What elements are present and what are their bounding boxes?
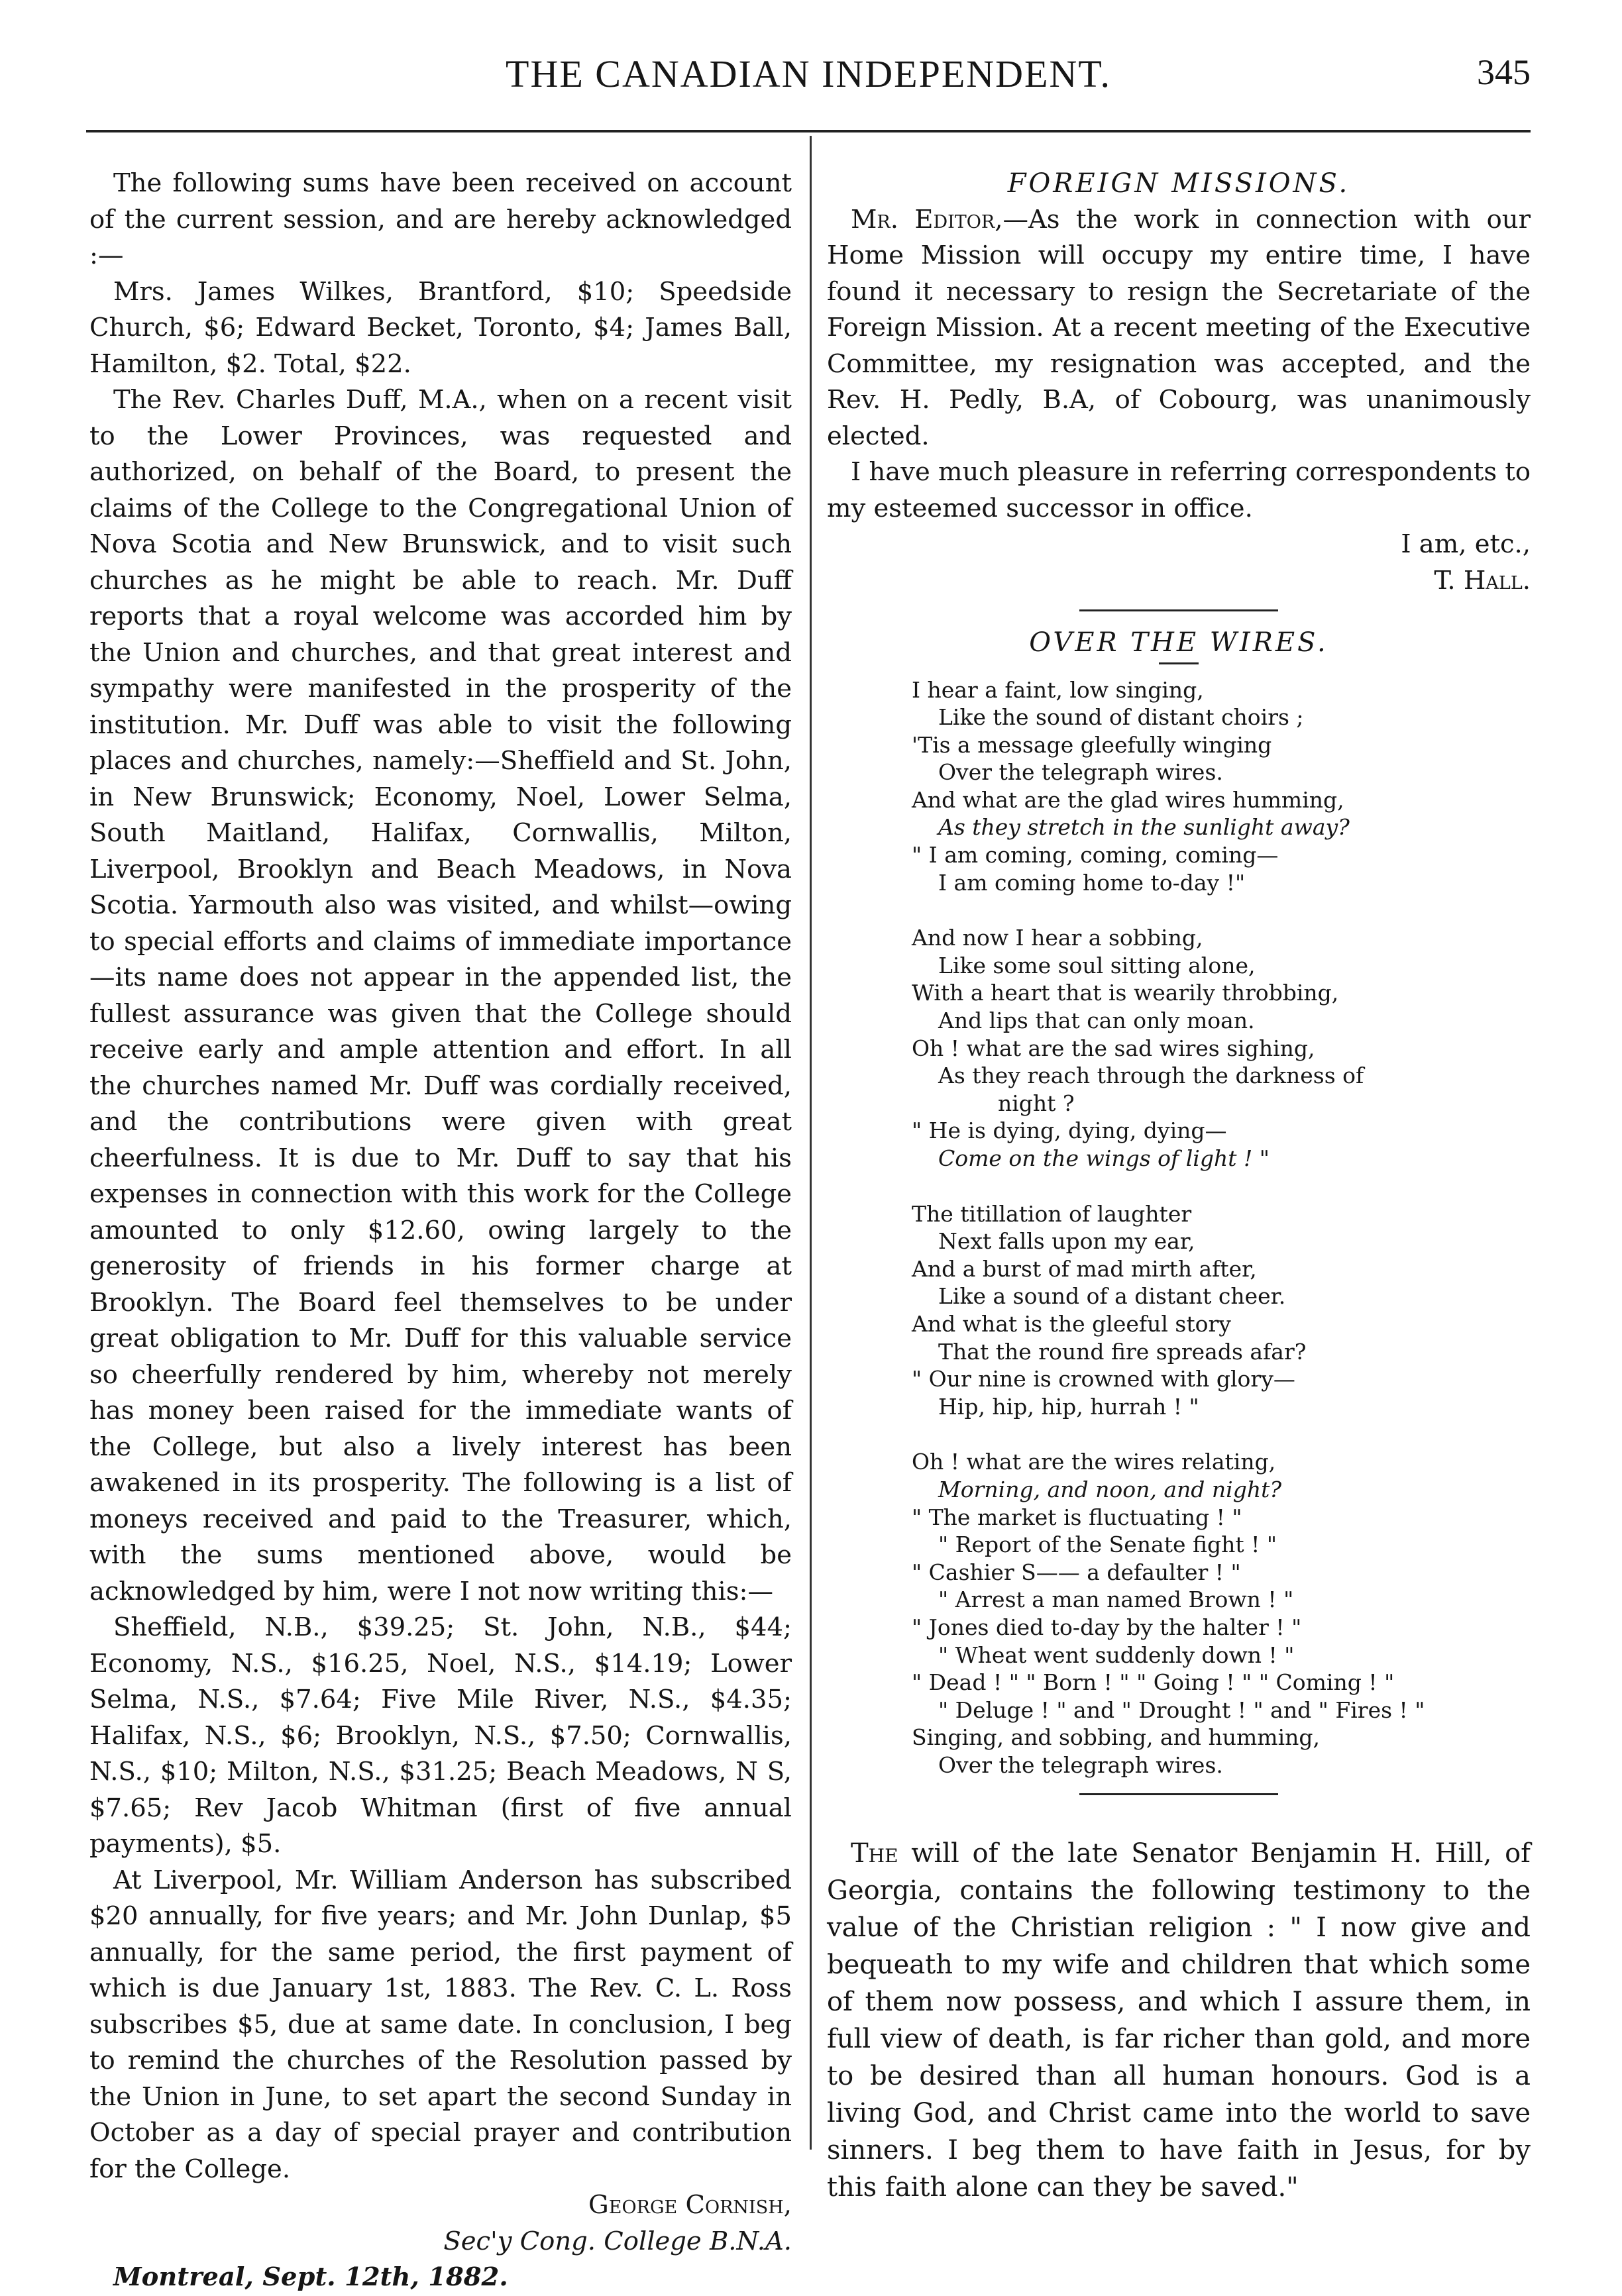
poem-line: As they reach through the darkness of bbox=[938, 1063, 1364, 1089]
poem-line: " Jones died to-day by the halter ! " bbox=[912, 1614, 1302, 1640]
missions-letter-paragraph-2: I have much pleasure in referring correspondents to my esteemed successor in office. bbox=[827, 457, 1531, 523]
poem-line: I am coming home to-day !" bbox=[938, 869, 1246, 896]
poem-line: With a heart that is wearily throbbing, bbox=[912, 980, 1339, 1006]
poem-line: Next falls upon my ear, bbox=[938, 1228, 1195, 1255]
poem-line: night ? bbox=[998, 1090, 1075, 1116]
poem-line: " Arrest a man named Brown ! " bbox=[938, 1587, 1294, 1613]
poem bbox=[912, 676, 1531, 1779]
hill-lead: The bbox=[851, 1838, 898, 1869]
poem-line: And now I hear a sobbing, bbox=[912, 925, 1203, 951]
foreign-missions-heading: FOREIGN MISSIONS. bbox=[1007, 168, 1350, 199]
receipts-list: Sheffield, N.B., $39.25; St. John, N.B., $44; Economy, N.S., $16.25, Noel, N.S., $14.19; Lower Selma, N.S., $7.64; Five Mile River, N.S., $4.35; Halifax, N.S., $6; Brooklyn, N.S., $7.50; Cornwallis, N.S., $10; Milton, N.S., $31.25; Beach Meadows, N S, $7.65; Rev Jacob Whitman (first of five annual payments), $5. bbox=[89, 1612, 792, 1859]
poem-line: " Report of the Senate fight ! " bbox=[938, 1532, 1277, 1558]
running-head bbox=[86, 40, 1531, 113]
poem-line: The titillation of laughter bbox=[912, 1200, 1192, 1227]
poem-line: Hip, hip, hip, hurrah ! " bbox=[938, 1393, 1199, 1420]
stanza-break bbox=[912, 1420, 1531, 1448]
poem-line: Singing, and sobbing, and humming, bbox=[912, 1724, 1321, 1751]
signature: George Cornish, bbox=[588, 2190, 792, 2220]
poem-line: Oh ! what are the wires relating, bbox=[912, 1449, 1276, 1475]
poem-line: Over the telegraph wires. bbox=[938, 1751, 1223, 1778]
missions-letter-body: —As the work in connection with our Home Mission will occupy my entire time, I have found it necessary to resign the Secretariate of the Foreign Mission. At a recent meeting of the Executive Committee, my resignation was accepted, and the Rev. H. Pedly, B.A, of Cobourg, was unanimously elected. bbox=[827, 204, 1531, 451]
poem-line: Like a sound of a distant cheer. bbox=[938, 1283, 1286, 1310]
poem-title: OVER THE WIRES. bbox=[1029, 627, 1328, 658]
poem-line: " I am coming, coming, coming— bbox=[912, 842, 1279, 868]
poem-line: And what are the glad wires humming, bbox=[912, 786, 1344, 813]
poem-line: That the round fire spreads afar? bbox=[938, 1338, 1307, 1365]
poem-line: And what is the gleeful story bbox=[912, 1310, 1231, 1337]
liverpool-paragraph: At Liverpool, Mr. William Anderson has subscribed $20 annually, for five years; and Mr. John Dunlap, $5 annually, for the same period, the first payment of which is due January 1st, 1883. The Rev. C. L. Ross subscribes $5, due at same date. In conclusion, I beg to remind the churches of the Resolution passed by the Union in June, to set apart the second Sunday in October as a day of special prayer and contribution for the College. bbox=[89, 1865, 792, 2184]
letter-closing: I am, etc., bbox=[1401, 529, 1531, 559]
poem-line: " Dead ! " " Born ! " " Going ! " " Coming ! " bbox=[912, 1669, 1395, 1696]
poem-line: And a burst of mad mirth after, bbox=[912, 1255, 1257, 1282]
poem-line: Oh ! what are the sad wires sighing, bbox=[912, 1035, 1315, 1061]
poem-line: " Wheat went suddenly down ! " bbox=[938, 1642, 1295, 1668]
poem-line: " Deluge ! " and " Drought ! " and " Fires ! " bbox=[938, 1696, 1425, 1723]
section-rule bbox=[1079, 1793, 1278, 1795]
poem-line: Come on the wings of light ! " bbox=[938, 1145, 1270, 1171]
letter-signature: T. Hall. bbox=[1434, 565, 1531, 596]
duff-report-paragraph: The Rev. Charles Duff, M.A., when on a recent visit to the Lower Provinces, was requested and authorized, on behalf of the Board, to present the claims of the College to the Congregational Union of Nova Scotia and New Brunswick, and to visit such churches as he might be able to reach. Mr. Duff reports that a royal welcome was accorded him by the Union and churches, and that great interest and sympathy were manifested in the prosperity of the institution. Mr. Duff was able to visit the following places and churches, namely:—Sheffield and St. John, in New Brunswick; Economy, Noel, Lower Selma, South Maitland, Halifax, Cornwallis, Milton, Liverpool, Brooklyn and Beach Meadows, in Nova Scotia. Yarmouth also was visited, and whilst—owing to special efforts and claims of immediate importance—its name does not appear in the appended list, the fullest assurance was given that the College should receive early and ample attention and effort. In all the churches named Mr. Duff was cordially received, and the contributions were given with great cheerfulness. It is due to Mr. Duff to say that his expenses in connection with this work for the College amounted to only $12.60, owing largely to the generosity of friends in his former charge at Brooklyn. The Board feel themselves to be under great obligation to Mr. Duff for this valuable service so cheerfully rendered by him, whereby not merely has money been raised for the immediate wants of the College, but also a lively interest has been awakened in its prosperity. The following is a list of moneys received and paid to the Treasurer, which, with the sums mentioned above, would be acknowledged by him, were I not now writing this:— bbox=[89, 385, 792, 1606]
section-rule bbox=[1079, 609, 1278, 611]
poem-line: " Cashier S—— a defaulter ! " bbox=[912, 1559, 1241, 1585]
column-divider bbox=[810, 136, 812, 2150]
poem-line: Morning, and noon, and night? bbox=[938, 1476, 1282, 1502]
donations-list: Mrs. James Wilkes, Brantford, $10; Speedside Church, $6; Edward Becket, Toronto, $4; James Ball, Hamilton, $2. Total, $22. bbox=[89, 276, 792, 379]
signature-title: Sec'y Cong. College B.N.A. bbox=[443, 2226, 792, 2256]
hill-paragraph bbox=[827, 1835, 1531, 2206]
poem-line: " The market is fluctuating ! " bbox=[912, 1504, 1242, 1530]
journal-title: THE CANADIAN INDEPENDENT. bbox=[506, 52, 1111, 95]
poem-line: I hear a faint, low singing, bbox=[912, 676, 1204, 703]
poem-line: Over the telegraph wires. bbox=[938, 759, 1223, 786]
poem-line: And lips that can only moan. bbox=[938, 1008, 1255, 1034]
left-column bbox=[89, 166, 792, 2296]
title-rule bbox=[1159, 662, 1199, 664]
header-rule bbox=[86, 130, 1531, 132]
acknowledgement-intro: The following sums have been received on account of the current session, and are hereby acknowledged :— bbox=[89, 168, 792, 270]
stanza-break bbox=[912, 1173, 1531, 1200]
stanza-break bbox=[912, 896, 1531, 924]
dateline: Montreal, Sept. 12th, 1882. bbox=[113, 2262, 508, 2292]
hill-item bbox=[827, 1835, 1531, 2206]
hill-text: will of the late Senator Benjamin H. Hill, of Georgia, contains the following testimony to the value of the Christian religion : " I now give and bequeath to my wife and children that which some of them now possess, and which I assure them, in full view of death, is far richer than gold, and more to be desired than all human honours. God is a living God, and Christ came into the world to save sinners. I beg them to have faith in Jesus, for by this faith alone can they be saved." bbox=[827, 1838, 1531, 2203]
poem-line: " He is dying, dying, dying— bbox=[912, 1118, 1227, 1144]
right-column bbox=[827, 166, 1531, 2206]
page-number: 345 bbox=[1477, 52, 1531, 92]
poem-line: 'Tis a message gleefully winging bbox=[912, 731, 1272, 758]
poem-line: " Our nine is crowned with glory— bbox=[912, 1366, 1295, 1392]
salutation: Mr. Editor, bbox=[851, 204, 1003, 235]
poem-line: As they stretch in the sunlight away? bbox=[938, 814, 1350, 841]
poem-line: Like the sound of distant choirs ; bbox=[938, 704, 1304, 731]
missions-letter-paragraph bbox=[827, 202, 1531, 455]
poem-line: Like some soul sitting alone, bbox=[938, 952, 1256, 978]
